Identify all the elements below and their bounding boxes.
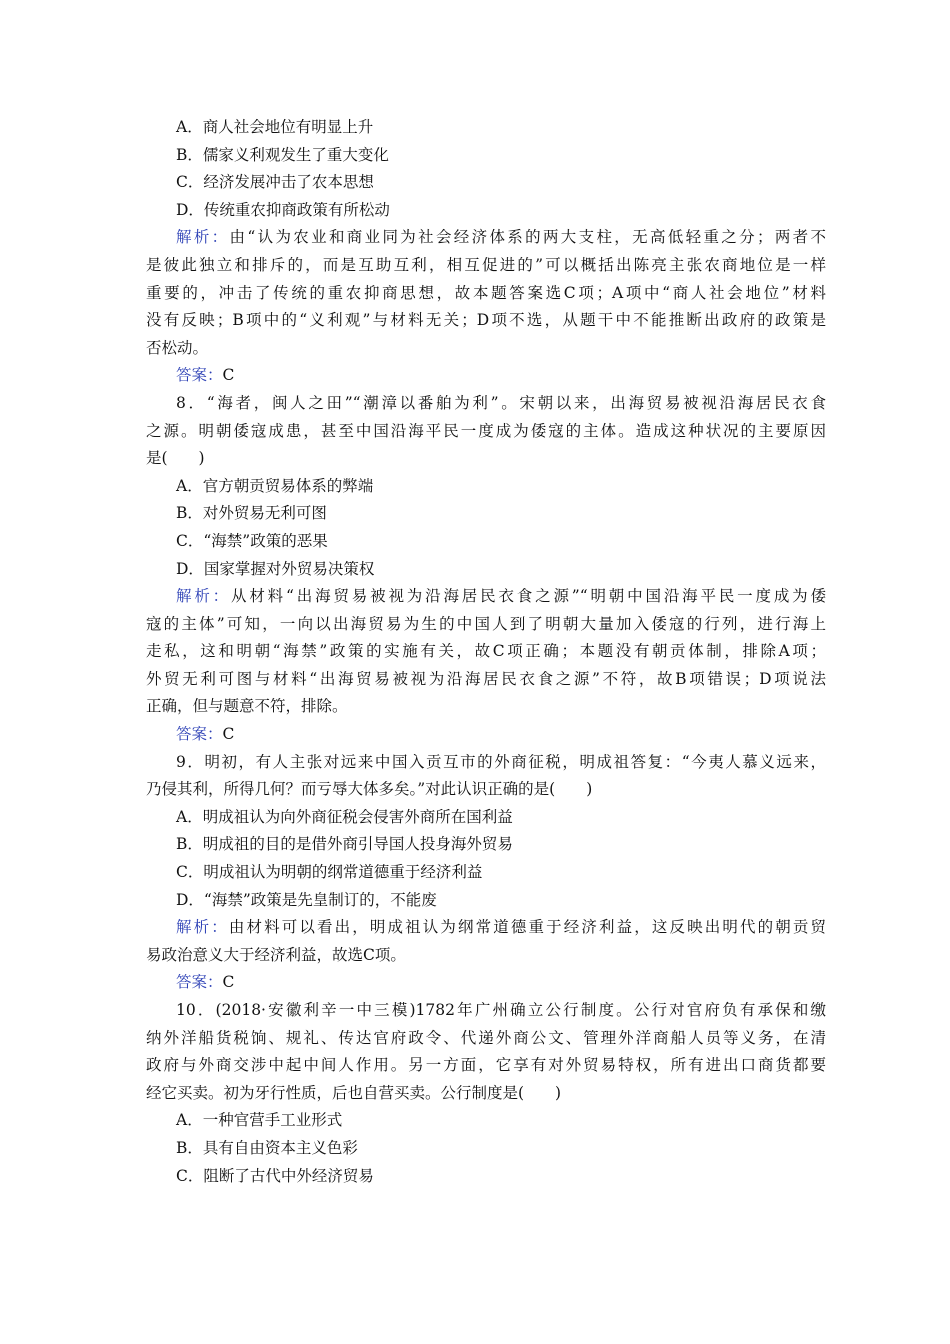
q8-analysis-line: 外贸无利可图与材料“出海贸易被视为沿海居民衣食之源”不符，故B项错误；D项说法 (146, 669, 826, 688)
answer-label: 答案： (176, 725, 223, 744)
q7-analysis-line: 否松动。 (146, 338, 209, 357)
q8-analysis-line: 正确，但与题意不符，排除。 (146, 697, 348, 716)
q8-stem-line: 是( ) (146, 449, 205, 468)
q7-option-d: D．传统重农抑商政策有所松动 (176, 200, 390, 219)
answer-label: 答案： (176, 973, 223, 992)
q10-option-a: A．一种官营手工业形式 (176, 1111, 343, 1130)
q10-option-b: B．具有自由资本主义色彩 (176, 1138, 358, 1157)
analysis-label: 解析： (176, 918, 229, 937)
q8-option-c: C．“海禁”政策的恶果 (176, 531, 328, 550)
answer-value: C (222, 366, 235, 385)
q9-option-a: A．明成祖认为向外商征税会侵害外商所在国利益 (176, 807, 513, 826)
q8-analysis-line: 寇的主体”可知，一向以出海贸易为生的中国人到了明朝大量加入倭寇的行列，进行海上 (146, 614, 826, 633)
q7-analysis-line: 没有反映；B项中的“义利观”与材料无关；D项不选，从题干中不能推断出政府的政策是 (146, 311, 826, 330)
q9-option-b: B．明成祖的目的是借外商引导国人投身海外贸易 (176, 835, 513, 854)
answer-label: 答案： (176, 366, 223, 385)
q8-answer (146, 721, 826, 749)
q8-option-b: B．对外贸易无利可图 (176, 504, 327, 523)
q7-analysis-line: 是彼此独立和排斥的，而是互助互利，相互促进的”可以概括出陈亮主张农商地位是一样 (146, 255, 826, 274)
q7-answer (146, 362, 826, 390)
q10-stem-line: 纳外洋船货税饷、规礼、传达官府政令、代递外商公文、管理外洋商船人员等义务，在清 (146, 1028, 826, 1047)
q9-stem-line: 9．明初，有人主张对远来中国入贡互市的外商征税，明成祖答复：“今夷人慕义远来， (176, 752, 826, 771)
q8-option-d: D．国家掌握对外贸易决策权 (176, 559, 375, 578)
q7-option-a: A．商人社会地位有明显上升 (176, 118, 374, 136)
q10-stem-line: 10．(2018·安徽利辛一中三模)1782年广州确立公行制度。公行对官府负有承保和缴 (176, 1001, 826, 1019)
q7-option-b: B．儒家义利观发生了重大变化 (176, 145, 389, 164)
answer-value: C (222, 725, 235, 744)
q8-analysis-line: 走私，这和明朝“海禁”政策的实施有关，故C项正确；本题没有朝贡体制，排除A项； (146, 642, 826, 661)
q10-stem-line: 政府与外商交涉中起中间人作用。另一方面，它享有对外贸易特权，所有进出口商货都要 (146, 1056, 826, 1075)
q10-stem-line: 经它买卖。初为牙行性质，后也自营买卖。公行制度是( ) (146, 1083, 562, 1102)
q9-option-c: C．明成祖认为明朝的纲常道德重于经济利益 (176, 863, 483, 882)
q9-analysis-line: 易政治意义大于经济利益，故选C项。 (146, 945, 406, 964)
q9-option-d: D．“海禁”政策是先皇制订的，不能废 (176, 890, 437, 909)
q7-option-c: C．经济发展冲击了农本思想 (176, 173, 374, 192)
analysis-label: 解析： (176, 587, 232, 606)
q10-option-c: C．阻断了古代中外经济贸易 (176, 1166, 374, 1185)
q9-stem-line: 乃侵其利，所得几何？而亏辱大体多矣。”对此认识正确的是( ) (146, 780, 593, 799)
answer-value: C (222, 973, 235, 992)
q9-answer (146, 969, 826, 997)
document-page (146, 114, 826, 1190)
q7-analysis-line: 解析：由“认为农业和商业同为社会经济体系的两大支柱，无高低轻重之分；两者不 (176, 228, 826, 247)
analysis-label: 解析： (176, 228, 230, 247)
q9-analysis-line: 解析：由材料可以看出，明成祖认为纲常道德重于经济利益，这反映出明代的朝贡贸 (176, 918, 826, 937)
q8-stem-line: 之源。明朝倭寇成患，甚至中国沿海平民一度成为倭寇的主体。造成这种状况的主要原因 (146, 421, 826, 440)
q7-analysis-line: 重要的，冲击了传统的重农抑商思想，故本题答案选C项；A项中“商人社会地位”材料 (146, 283, 826, 302)
q8-stem-line: 8．“海者，闽人之田”“潮漳以番舶为利”。宋朝以来，出海贸易被视沿海居民衣食 (176, 393, 826, 412)
q8-option-a: A．官方朝贡贸易体系的弊端 (176, 476, 374, 495)
q8-analysis-line: 解析：从材料“出海贸易被视为沿海居民衣食之源”“明朝中国沿海平民一度成为倭 (176, 587, 826, 606)
